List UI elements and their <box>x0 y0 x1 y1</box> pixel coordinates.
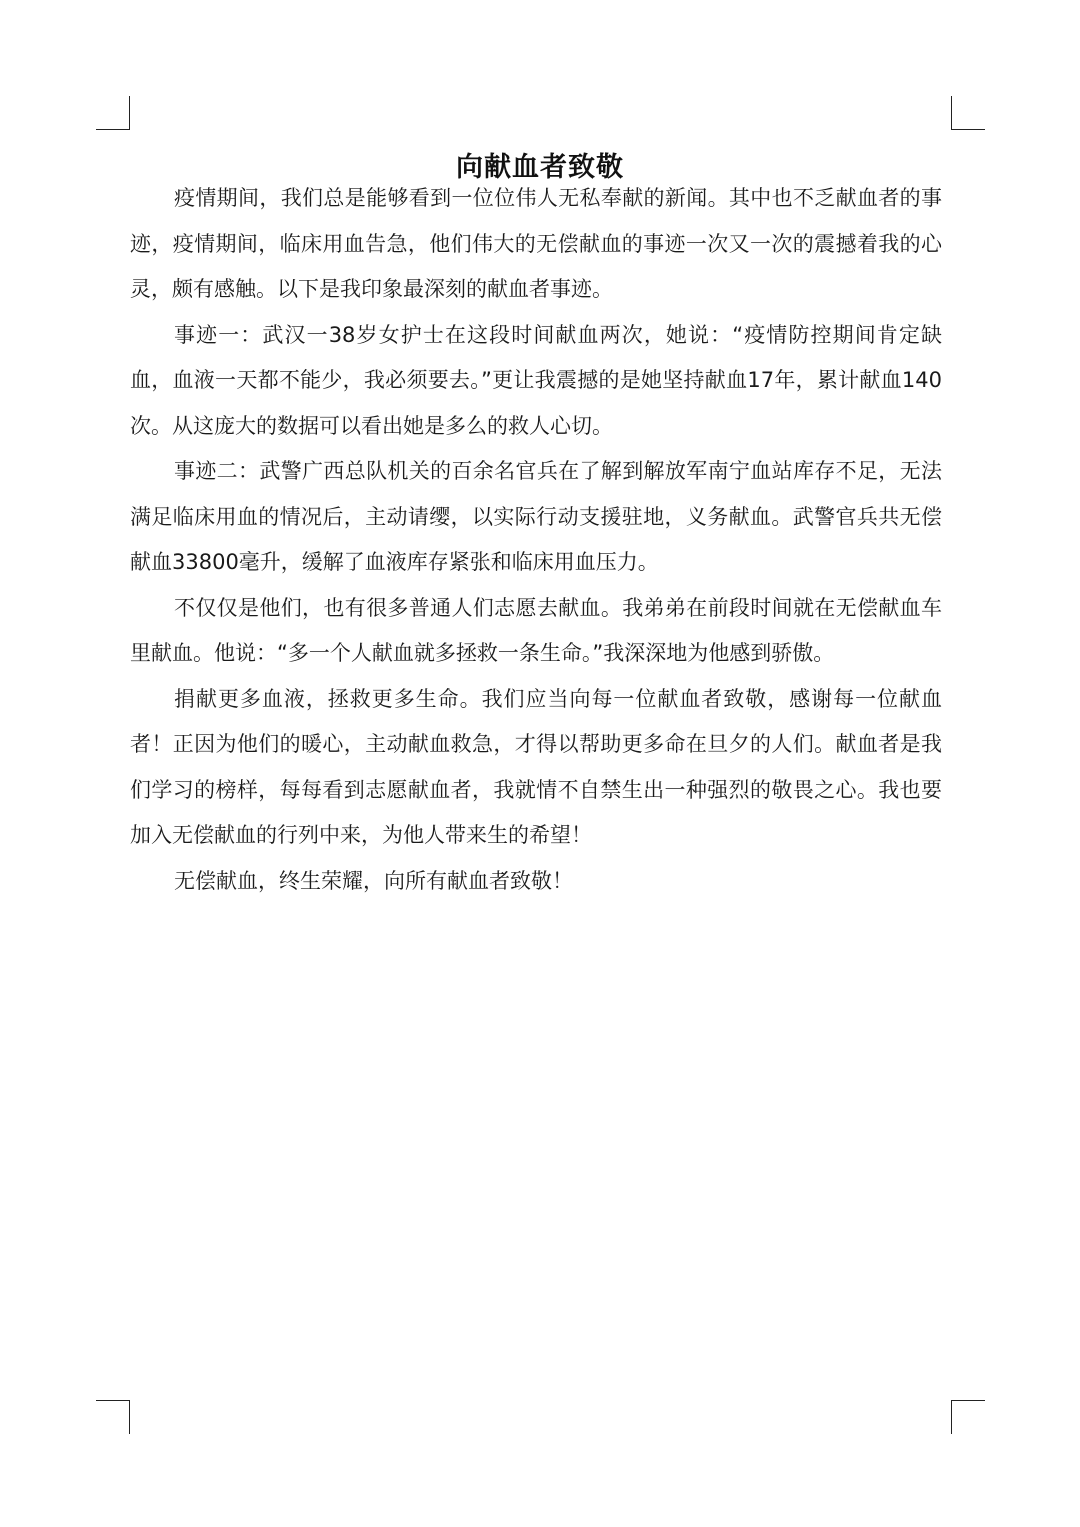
document-title: 向献血者致敬 <box>456 152 624 184</box>
paragraph-intro: 疫情期间，我们总是能够看到一位位伟人无私奉献的新闻。其中也不乏献血者的事迹，疫情期间，临床用血告急，他们伟大的无偿献血的事迹一次又一次的震撼着我的心灵，颇有感触。以下是我印象最深刻的献血者事迹。 <box>130 186 942 301</box>
paragraph-deed-one: 事迹一：武汉一38岁女护士在这段时间献血两次，她说：“疫情防控期间肯定缺血，血液一天都不能少，我必须要去。”更让我震撼的是她坚持献血17年，累计献血140次。从这庞大的数据可以看出她是多么的救人心切。 <box>130 322 942 438</box>
crop-mark-top-left <box>96 96 130 130</box>
paragraph-deed-two: 事迹二：武警广西总队机关的百余名官兵在了解到解放军南宁血站库存不足，无法满足临床用血的情况后，主动请缨，以实际行动支援驻地，义务献血。武警官兵共无偿献血33800毫升，缓解了血液库存紧张和临床用血压力。 <box>130 459 942 574</box>
paragraph-brother: 不仅仅是他们，也有很多普通人们志愿去献血。我弟弟在前段时间就在无偿献血车里献血。他说：“多一个人献血就多拯救一条生命。”我深深地为他感到骄傲。 <box>130 595 942 665</box>
paragraph-appeal: 捐献更多血液，拯救更多生命。我们应当向每一位献血者致敬，感谢每一位献血者！正因为他们的暖心，主动献血救急，才得以帮助更多命在旦夕的人们。献血者是我们学习的榜样，每每看到志愿献血者，我就情不自禁生出一种强烈的敬畏之心。我也要加入无偿献血的行列中来，为他人带来生的希望！ <box>130 686 942 847</box>
paragraph-closing: 无偿献血，终生荣耀，向所有献血者致敬！ <box>174 868 573 893</box>
document-body <box>130 176 942 904</box>
crop-mark-top-right <box>951 96 985 130</box>
crop-mark-bottom-left <box>96 1400 130 1434</box>
crop-mark-bottom-right <box>951 1400 985 1434</box>
